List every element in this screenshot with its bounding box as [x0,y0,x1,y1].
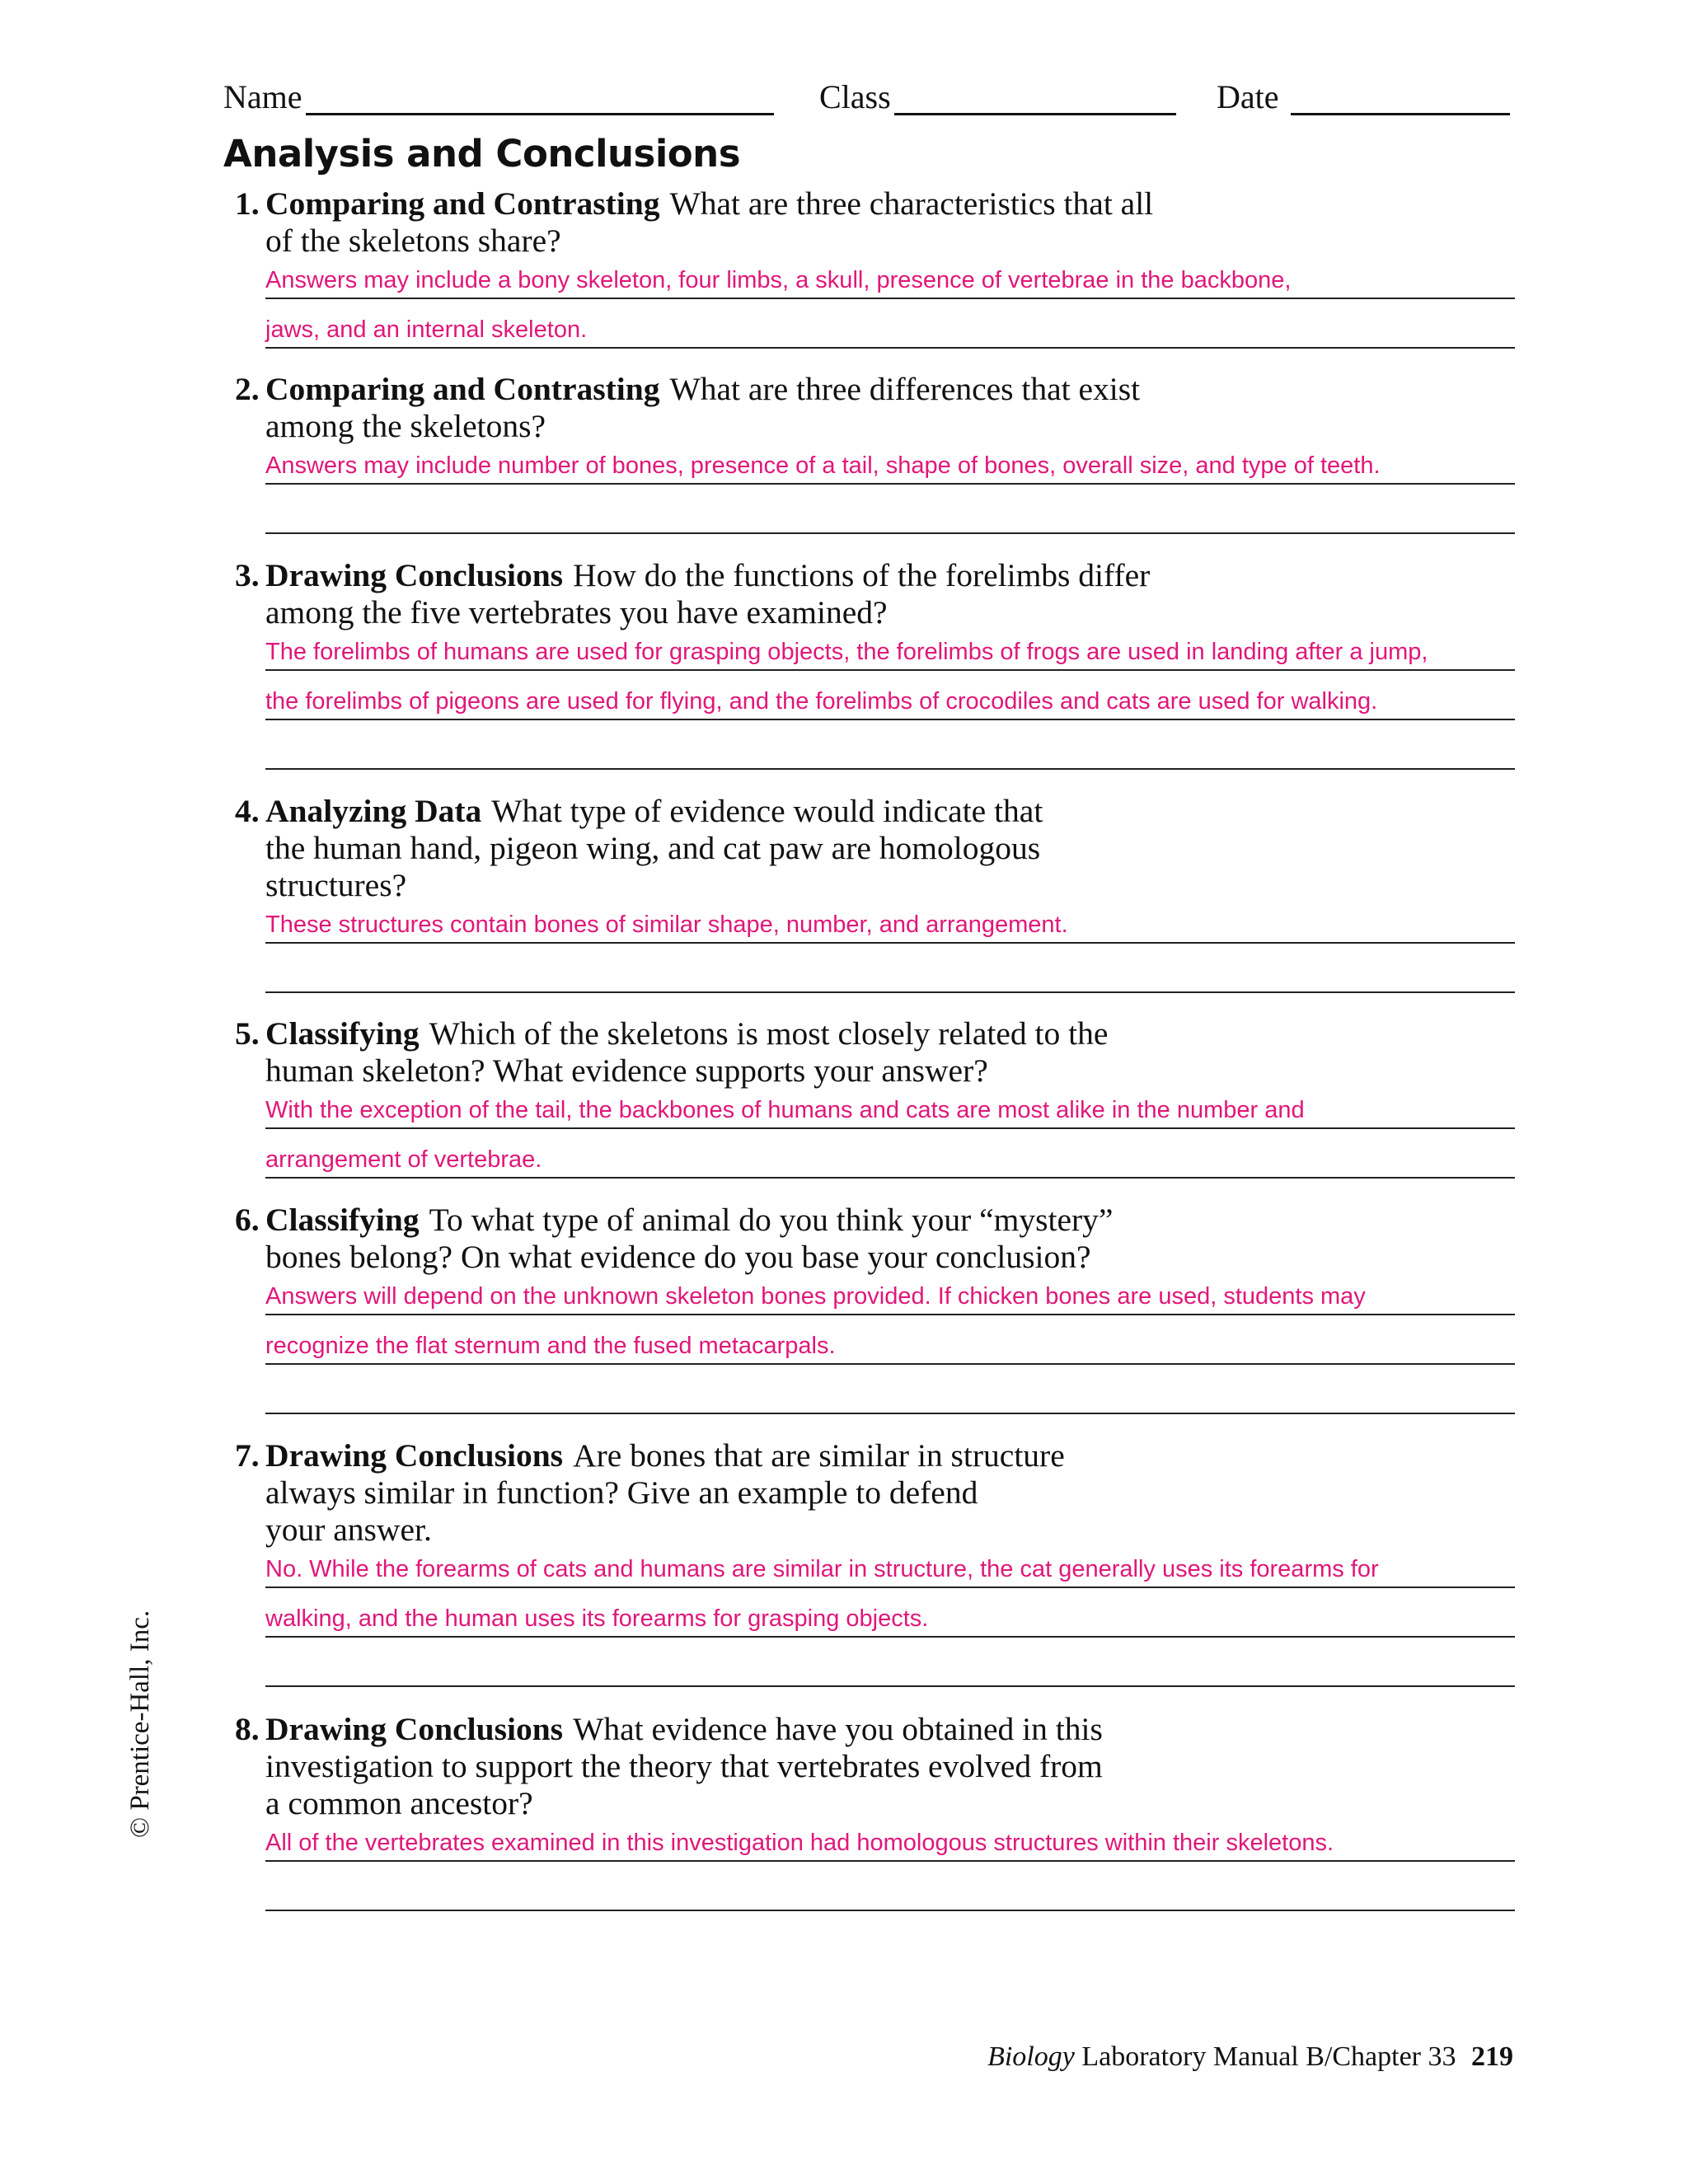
question-line: How do the functions of the forelimbs differ [573,557,1151,593]
answer-line[interactable] [265,1315,1515,1365]
question-number: 3. [235,557,260,593]
question-line: What type of evidence would indicate that [491,793,1043,829]
answer-lines [265,445,1515,534]
answer-text: These structures contain bones of similar shape, number, and arrangement. [265,912,1068,938]
question-number: 5. [235,1015,260,1052]
section-title: Analysis and Conclusions [223,132,740,176]
question-text [265,1711,1254,1822]
question-line: structures? [265,867,407,903]
date-label: Date [1217,78,1279,115]
answer-line[interactable] [265,445,1515,485]
answer-text: With the exception of the tail, the backbones of humans and cats are most alike in the number and [265,1097,1305,1123]
answer-text: walking, and the human uses its forearms for grasping objects. [265,1605,929,1632]
name-label: Name [223,78,302,115]
question-line: What are three differences that exist [669,371,1141,407]
class-field [819,76,1176,115]
date-field [1217,76,1510,115]
name-blank[interactable] [306,80,774,115]
question-number: 1. [235,185,260,222]
answer-line[interactable] [265,1365,1515,1414]
copyright-credit: © Prentice-Hall, Inc. [125,1610,155,1838]
question-line: To what type of animal do you think your “mystery” [429,1202,1114,1238]
answer-line[interactable] [265,1638,1515,1687]
question-text [265,793,1254,904]
answer-line[interactable] [265,1822,1515,1862]
answer-lines [265,1549,1515,1687]
question-prompt [235,185,1529,260]
question-7 [235,1437,1529,1687]
question-prompt [235,1202,1529,1276]
question-text [265,185,1254,260]
question-line: a common ancestor? [265,1785,533,1821]
answer-lines [265,904,1515,993]
question-number: 4. [235,793,260,829]
footer-manual-chapter: Laboratory Manual B/Chapter 33 [1081,2041,1456,2072]
question-skill: Classifying [265,1015,420,1052]
question-line: Which of the skeletons is most closely related to the [429,1015,1109,1052]
answer-line[interactable] [265,1090,1515,1129]
question-prompt [235,557,1529,631]
answer-text: the forelimbs of pigeons are used for flying, and the forelimbs of crocodiles and cats are used for walking. [265,688,1378,715]
class-blank[interactable] [894,80,1176,115]
question-line: your answer. [265,1511,432,1548]
question-skill: Comparing and Contrasting [265,185,660,222]
answer-lines [265,1090,1515,1179]
question-1 [235,185,1529,349]
answer-line[interactable] [265,720,1515,770]
question-line: What evidence have you obtained in this [573,1711,1103,1747]
question-text [265,371,1254,445]
answer-text: Answers will depend on the unknown skeleton bones provided. If chicken bones are used, students may [265,1283,1366,1310]
answer-line[interactable] [265,1549,1515,1588]
question-number: 2. [235,371,260,407]
question-prompt [235,793,1529,904]
question-text [265,1437,1254,1549]
name-field [223,76,774,115]
question-number: 7. [235,1437,260,1474]
question-8 [235,1711,1529,1911]
question-skill: Comparing and Contrasting [265,371,660,407]
answer-text: All of the vertebrates examined in this investigation had homologous structures within their skeletons. [265,1830,1334,1856]
answer-line[interactable] [265,299,1515,349]
answer-line[interactable] [265,485,1515,534]
question-prompt [235,1711,1529,1822]
page-footer [987,2041,1513,2073]
question-line: human skeleton? What evidence supports your answer? [265,1052,988,1089]
answer-text: arrangement of vertebrae. [265,1146,542,1173]
question-line: always similar in function? Give an example to defend [265,1474,978,1511]
answer-line[interactable] [265,1862,1515,1911]
answer-lines [265,631,1515,770]
answer-text: No. While the forearms of cats and humans are similar in structure, the cat generally uses its forearms for [265,1556,1379,1582]
question-line: among the five vertebrates you have examined? [265,594,888,630]
question-number: 8. [235,1711,260,1747]
answer-line[interactable] [265,1129,1515,1179]
question-skill: Classifying [265,1202,420,1238]
question-skill: Analyzing Data [265,793,482,829]
answer-line[interactable] [265,1588,1515,1638]
answer-text: recognize the flat sternum and the fused metacarpals. [265,1333,836,1359]
answer-line[interactable] [265,671,1515,720]
question-prompt [235,371,1529,445]
question-prompt [235,1437,1529,1549]
question-prompt [235,1015,1529,1090]
answer-line[interactable] [265,944,1515,993]
class-label: Class [819,78,891,115]
answer-text: Answers may include number of bones, presence of a tail, shape of bones, overall size, and type of teeth. [265,452,1381,479]
answer-lines [265,1276,1515,1414]
question-line: Are bones that are similar in structure [573,1437,1065,1474]
question-skill: Drawing Conclusions [265,1437,564,1474]
question-2 [235,371,1529,534]
question-line: of the skeletons share? [265,223,561,259]
header-fields [223,76,1516,117]
date-blank[interactable] [1291,80,1510,115]
answer-text: The forelimbs of humans are used for grasping objects, the forelimbs of frogs are used in landing after a jump, [265,639,1428,665]
answer-text: jaws, and an internal skeleton. [265,316,588,343]
answer-text: Answers may include a bony skeleton, four limbs, a skull, presence of vertebrae in the backbone, [265,267,1292,293]
question-line: What are three characteristics that all [669,185,1154,222]
page-number: 219 [1471,2041,1513,2072]
question-4 [235,793,1529,993]
question-number: 6. [235,1202,260,1238]
question-text [265,557,1254,631]
question-line: among the skeletons? [265,408,546,444]
answer-line[interactable] [265,631,1515,671]
answer-lines [265,1822,1515,1911]
answer-line[interactable] [265,904,1515,944]
answer-line[interactable] [265,260,1515,299]
question-line: the human hand, pigeon wing, and cat paw are homologous [265,830,1041,866]
question-skill: Drawing Conclusions [265,557,564,593]
question-text [265,1015,1254,1090]
question-skill: Drawing Conclusions [265,1711,564,1747]
question-text [265,1202,1254,1276]
answer-line[interactable] [265,1276,1515,1315]
question-3 [235,557,1529,770]
question-6 [235,1202,1529,1414]
question-line: investigation to support the theory that vertebrates evolved from [265,1748,1103,1784]
footer-book-title: Biology [987,2041,1075,2072]
question-5 [235,1015,1529,1179]
question-line: bones belong? On what evidence do you base your conclusion? [265,1239,1091,1275]
answer-lines [265,260,1515,349]
